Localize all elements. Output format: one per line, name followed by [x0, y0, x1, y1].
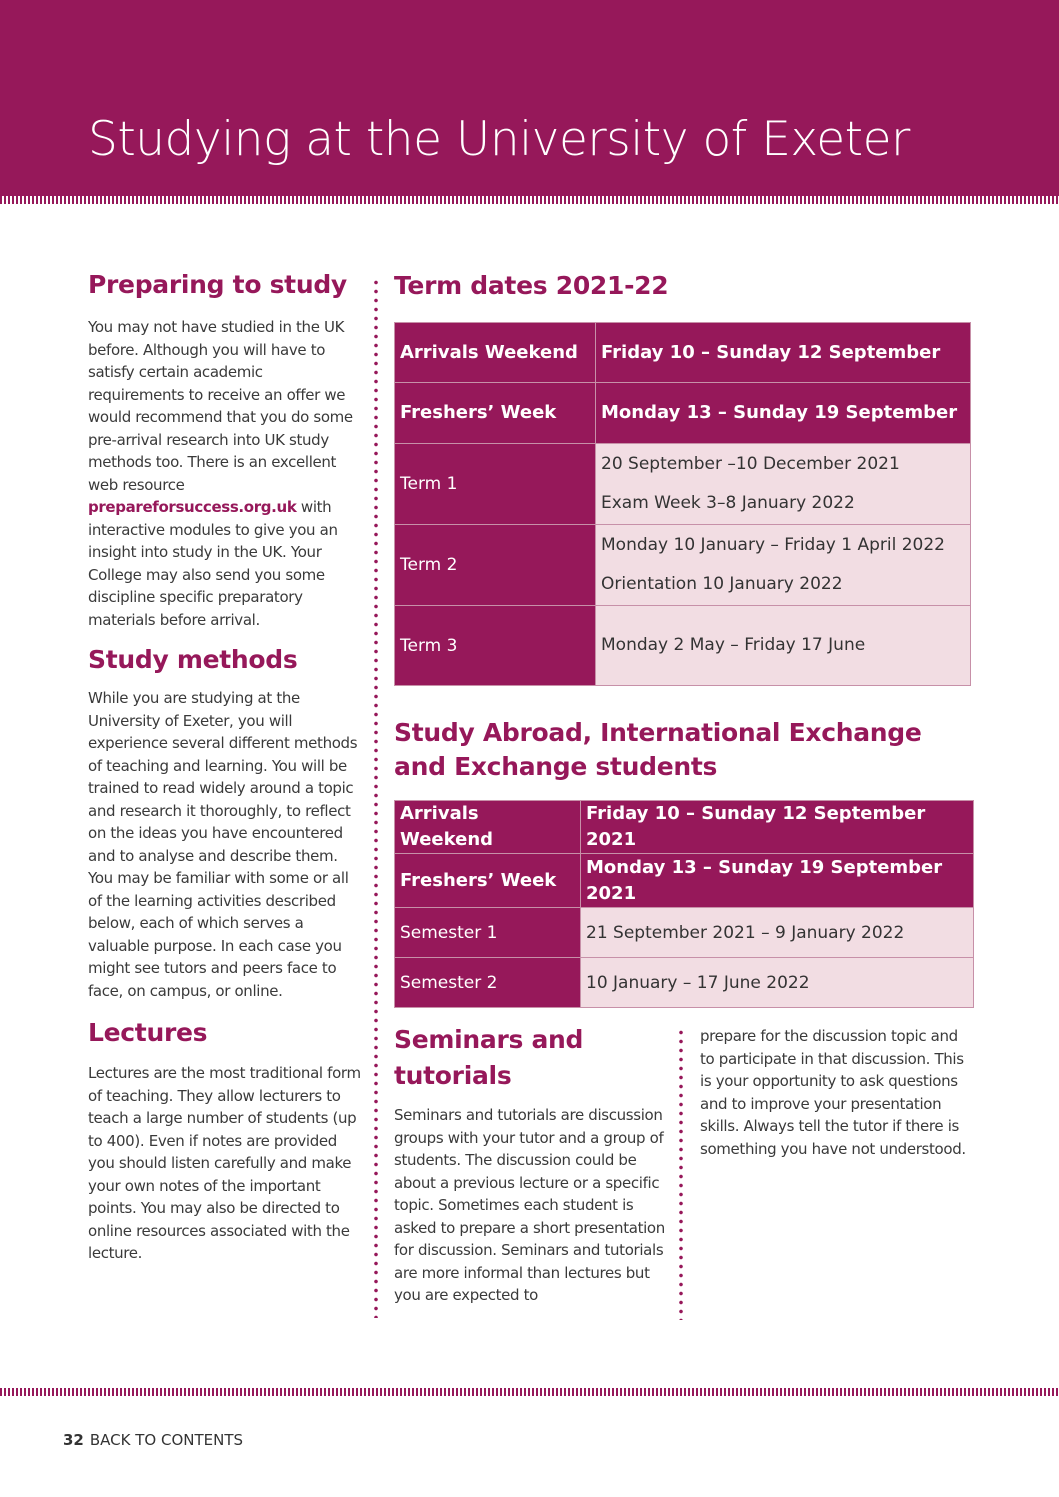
term-label: Term 2 [395, 525, 596, 606]
abroad-row [395, 958, 974, 1008]
footer [63, 1431, 243, 1449]
seminars-column [394, 1022, 666, 1307]
abroad-label: Arrivals Weekend [395, 801, 581, 854]
lectures-heading: Lectures [88, 1018, 208, 1047]
term-date-line: Exam Week 3–8 January 2022 [601, 493, 855, 513]
seminars-heading: Seminars and tutorials [394, 1025, 584, 1090]
preparing-heading: Preparing to study [88, 270, 347, 299]
abroad-value: Friday 10 – Sunday 12 September 2021 [581, 801, 974, 854]
term-label: Term 1 [395, 444, 596, 525]
term-dates-heading: Term dates 2021-22 [394, 271, 669, 300]
abroad-row [395, 854, 974, 908]
term-row [395, 383, 971, 444]
abroad-label: Freshers’ Week [395, 854, 581, 908]
abroad-label: Semester 1 [395, 908, 581, 958]
header-stripe [0, 196, 1059, 204]
abroad-row [395, 908, 974, 958]
term-dates-table [394, 322, 971, 686]
term-dates [596, 606, 971, 686]
page-title: Studying at the University of Exeter [88, 112, 910, 167]
term-date-line: Friday 10 – Sunday 12 September [601, 341, 941, 363]
methods-text: While you are studying at the University of Exeter, you will experience several different methods of teaching and learning. You will be trained to read widely around a topic and research it thoroughly, to reflect on the ideas you have encountered and to analyse and describe them. You may be familiar with some or all of the learning activities described below, each of which serves a valuable purpose. In each case you might see tutors and peers face to face, on campus, or online. [88, 689, 358, 1000]
abroad-label: Semester 2 [395, 958, 581, 1008]
preparing-text: You may not have studied in the UK before. Although you will have to satisfy certain academic requirements to receive an offer we would recommend that you do some pre-arrival research into UK study methods too. There is an excellent web resource prepareforsuccess.org.uk with interactive modules to give you an insight into study in the UK. Your College may also send you some discipline specific preparatory materials before arrival. [88, 318, 353, 629]
term-date-line: 20 September –10 December 2021 [601, 454, 900, 474]
abroad-value: Monday 13 – Sunday 19 September 2021 [581, 854, 974, 908]
page-header [0, 0, 1059, 196]
term-date-line: Orientation 10 January 2022 [601, 574, 843, 594]
left-column [88, 268, 363, 1265]
term-dates [596, 383, 971, 444]
abroad-heading: Study Abroad, International Exchange and Exchange students [394, 718, 922, 781]
abroad-value: 10 January – 17 June 2022 [581, 958, 974, 1008]
footer-stripe [0, 1388, 1059, 1396]
term-dates [596, 525, 971, 606]
term-label: Freshers’ Week [395, 383, 596, 444]
prepareforsuccess-link[interactable]: prepareforsuccess.org.uk [88, 498, 297, 516]
abroad-row [395, 801, 974, 854]
term-date-line: Monday 10 January – Friday 1 April 2022 [601, 535, 945, 555]
seminars-text-2: prepare for the discussion topic and to participate in that discussion. This is your opportunity to ask questions and to improve your presentation skills. Always tell the tutor if there is something you have not understood. [700, 1027, 966, 1158]
page-number: 32 [63, 1431, 84, 1449]
back-to-contents-link[interactable]: BACK TO CONTENTS [89, 1431, 244, 1449]
term-row [395, 606, 971, 686]
term-date-line: Monday 2 May – Friday 17 June [601, 635, 866, 655]
lectures-text: Lectures are the most traditional form of teaching. They allow lecturers to teach a large number of students (up to 400). Even if notes are provided you should listen carefully and make your own notes of the important points. You may also be directed to online resources associated with the lecture. [88, 1064, 361, 1262]
methods-heading: Study methods [88, 645, 298, 674]
term-dates [596, 323, 971, 383]
seminar-divider [679, 1028, 683, 1320]
column-divider [374, 278, 378, 1318]
term-row [395, 323, 971, 383]
abroad-value: 21 September 2021 – 9 January 2022 [581, 908, 974, 958]
term-row [395, 444, 971, 525]
term-date-line: Monday 13 – Sunday 19 September [601, 402, 958, 423]
term-label: Arrivals Weekend [395, 323, 596, 383]
term-label: Term 3 [395, 606, 596, 686]
term-row [395, 525, 971, 606]
term-dates [596, 444, 971, 525]
seminars-text-1: Seminars and tutorials are discussion groups with your tutor and a group of students. The discussion could be about a previous lecture or a specific topic. Sometimes each student is asked to prepare a short presentation for discussion. Seminars and tutorials are more informal than lectures but you are expected to [394, 1106, 665, 1304]
abroad-table [394, 800, 974, 1008]
